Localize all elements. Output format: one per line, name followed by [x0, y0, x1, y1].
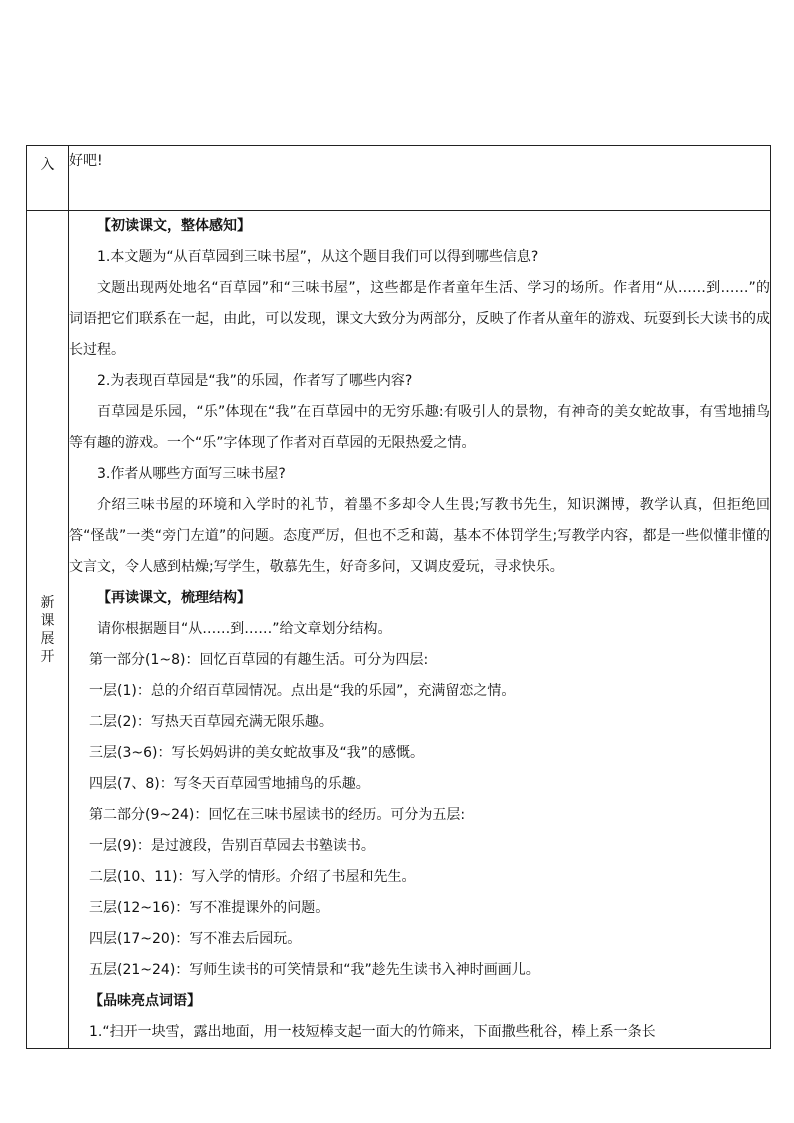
content-line: 2.为表现百草园是“我”的乐园，作者写了哪些内容?	[97, 373, 413, 389]
table-row	[27, 146, 771, 211]
content-line: 五层(21~24)：写师生读书的可笑情景和“我”趁先生读书入神时画画儿。	[89, 962, 540, 978]
content-line: 1.“扫开一块雪，露出地面，用一枝短棒支起一面大的竹筛来，下面撒些秕谷，棒上系一条长	[89, 1024, 656, 1040]
section-label-char: 开	[40, 648, 55, 665]
content-line: 二层(10、11)：写入学的情形。介绍了书屋和先生。	[89, 869, 416, 885]
content-line: 第一部分(1~8)：回忆百草园的有趣生活。可分为四层:	[89, 652, 429, 668]
vertical-section-label	[27, 594, 68, 666]
content-line: 一层(1)：总的介绍百草园情况。点出是“我的乐园”，充满留恋之情。	[89, 683, 516, 699]
content-paragraph: 百草园是乐园，“乐”体现在“我”在百草园中的无穷乐趣:有吸引人的景物，有神奇的美女蛇故事，有雪地捕鸟等有趣的游戏。一个“乐”字体现了作者对百草园的无限热爱之情。	[69, 404, 770, 451]
content-line: 一层(9)：是过渡段，告别百草园去书塾读书。	[89, 838, 375, 854]
content-line: 四层(17~20)：写不准去后园玩。	[89, 931, 302, 947]
lesson-table	[26, 145, 771, 1049]
content-line: 请你根据题目“从……到……”给文章划分结构。	[97, 621, 392, 637]
section-heading: 【再读课文，梳理结构】	[97, 590, 251, 606]
section-label-cell	[27, 211, 69, 1049]
section-label-cell	[27, 146, 69, 211]
section-heading: 【初读课文，整体感知】	[97, 218, 251, 234]
content-line: 3.作者从哪些方面写三味书屋?	[97, 466, 286, 482]
section-label-char: 展	[40, 630, 55, 647]
section-label: 入	[40, 157, 55, 173]
content-line: 好吧!	[69, 153, 103, 169]
section-content-cell	[69, 211, 771, 1049]
content-line: 第二部分(9~24)：回忆在三味书屋读书的经历。可分为五层:	[89, 807, 466, 823]
content-paragraph: 文题出现两处地名“百草园”和“三味书屋”，这些都是作者童年生活、学习的场所。作者用“从……到……”的词语把它们联系在一起，由此，可以发现，课文大致分为两部分，反映了作者从童年的游戏、玩耍到长大读书的成长过程。	[69, 280, 770, 358]
content-line: 二层(2)：写热天百草园充满无限乐趣。	[89, 714, 333, 730]
content-line: 1.本文题为“从百草园到三味书屋”，从这个题目我们可以得到哪些信息?	[97, 249, 539, 265]
content-line: 三层(12~16)：写不准提课外的问题。	[89, 900, 330, 916]
section-content-cell	[69, 146, 771, 211]
content-line: 三层(3~6)：写长妈妈讲的美女蛇故事及“我”的感慨。	[89, 745, 424, 761]
section-label-char: 课	[40, 612, 55, 629]
content-paragraph: 介绍三味书屋的环境和入学时的礼节，着墨不多却令人生畏;写教书先生，知识渊博，教学认真，但拒绝回答“怪哉”一类“旁门左道”的问题。态度严厉，但也不乏和蔼，基本不体罚学生;写教学内容，都是一些似懂非懂的文言文，令人感到枯燥;写学生，敬慕先生，好奇多问，又调皮爱玩，寻求快乐。	[69, 497, 770, 575]
section-label-char: 新	[40, 594, 55, 611]
table-row	[27, 211, 771, 1049]
content-line: 四层(7、8)：写冬天百草园雪地捕鸟的乐趣。	[89, 776, 370, 792]
section-heading: 【品味亮点词语】	[89, 993, 201, 1009]
